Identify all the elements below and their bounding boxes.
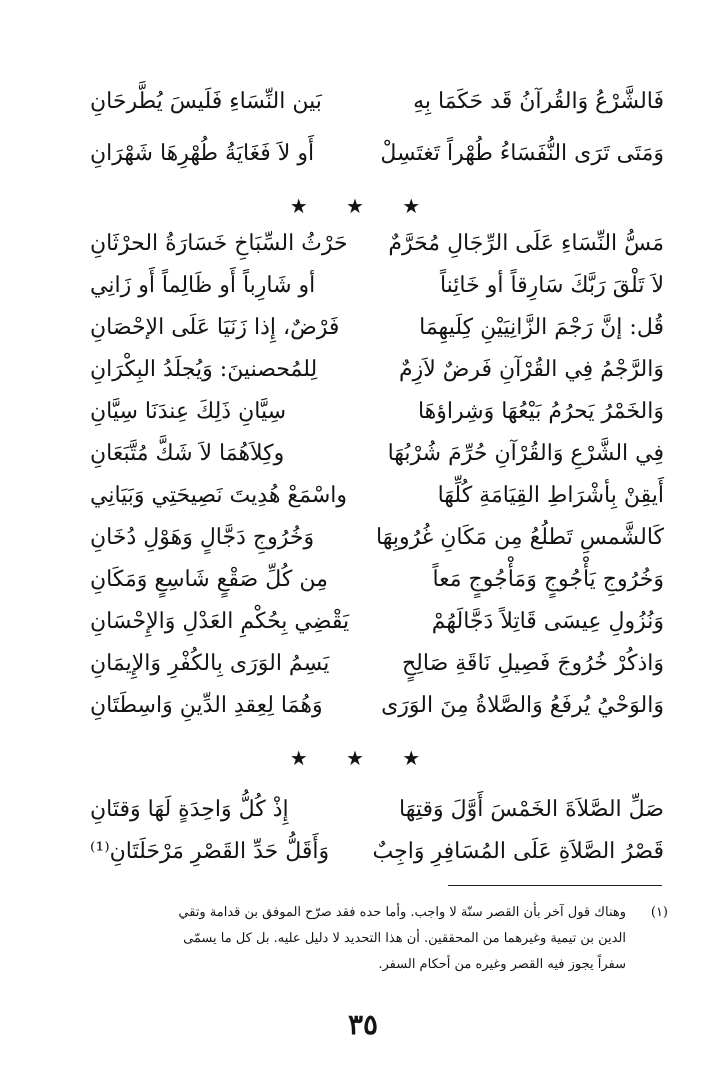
hemistich-text: بَين النِّسَاءِ فَلَيسَ يُطَّرحَانِ: [90, 89, 322, 114]
verse-first-hemistich: قَصْرُ الصَّلاَةِ عَلَى المُسَافِرِ وَاجِبٌ: [372, 839, 664, 864]
verse-second-hemistich: [90, 392, 350, 432]
verse-12: [90, 602, 664, 642]
hemistich-text: أَو لاَ فَغَايَةُ طُهْرِهَا شَهْرَانِ: [90, 141, 315, 166]
verse-first-hemistich: فِي الشَّرْعِ وَالقُرْآنِ حُرِّمَ شُرْبُهَا: [387, 441, 664, 466]
footnote-marker: (١): [650, 905, 668, 920]
verse-14: [90, 686, 664, 726]
hemistich-text: مِن كُلِّ صَقْعٍ شَاسِعٍ وَمَكَانِ: [90, 567, 328, 592]
hemistich-text: سِيَّانِ ذَلِكَ عِندَنَا سِيَّانِ: [90, 399, 287, 424]
verse-second-hemistich: [90, 686, 350, 726]
footnote-text: وهناك قول آخر بأن القصر سنّة لا واجب. وأما حده فقد صرّح الموفق بن قدامة وتقي الدين بن تيمية وغيرهما من المحققين. أن هذا التحديد لا دليل عليه. بل كل ما يسمّى سفراً يجوز فيه القصر وغيره من أحكام السفر.: [178, 905, 626, 972]
verse-second-hemistich: [90, 434, 350, 474]
verse-first-hemistich: وَنُزُولِ عِيسَى قَاتِلاً دَجَّالَهُمْ: [431, 609, 664, 634]
verse-10: [90, 518, 664, 558]
verse-first-hemistich: قُل: إنَّ رَجْمَ الزَّانِيَيْنِ كِلَيهِمَا: [419, 315, 664, 340]
verse-3: [90, 224, 664, 264]
verse-first-hemistich: وَالخَمْرُ يَحرُمُ بَيْعُهَا وَشِراؤهَا: [417, 399, 664, 424]
verse-2: [90, 134, 664, 174]
footnote: [82, 900, 668, 978]
hemistich-text: وكِلاَهُمَا لاَ شَكَّ مُتَّبَعَانِ: [90, 441, 285, 466]
verse-second-hemistich: [90, 602, 350, 642]
verse-second-hemistich: [90, 790, 350, 830]
verse-second-hemistich: [90, 476, 350, 516]
verse-first-hemistich: وَاذكُرْ خُرُوجَ فَصِيلِ نَاقَةِ صَالِحٍ: [401, 651, 664, 676]
verse-11: [90, 560, 664, 600]
hemistich-text: وَأَقَلُّ حَدِّ القَصْرِ مَرْحَلَتَانِ⁽¹⁾: [90, 839, 330, 864]
verse-second-hemistich: [90, 82, 350, 122]
verse-15: [90, 790, 664, 830]
hemistich-text: فَرْضٌ، إِذا زَنَيَا عَلَى الإحْصَانِ: [90, 315, 340, 340]
verse-second-hemistich: [90, 518, 350, 558]
verse-4: [90, 266, 664, 306]
verse-first-hemistich: كَالشَّمسِ تَطلُعُ مِن مَكَانِ غُرُوبِهَا: [376, 525, 664, 550]
verse-13: [90, 644, 664, 684]
verse-first-hemistich: وَالوَحْيُ يُرفَعُ وَالصَّلاةُ مِنَ الوَرَى: [381, 693, 664, 718]
hemistich-text: أو شَارِباً أَو ظَالِماً أَو زَانِي: [90, 273, 316, 298]
verse-first-hemistich: مَسُّ النِّسَاءِ عَلَى الرِّجَالِ مُحَرَّمٌ: [388, 231, 664, 256]
verse-second-hemistich: [90, 832, 350, 872]
verse-second-hemistich: [90, 134, 350, 174]
hemistich-text: وَهُمَا لِعِقدِ الدِّينِ وَاسِطَتَانِ: [90, 693, 323, 718]
verse-first-hemistich: وَخُرُوجِ يَأْجُوجٍ وَمَأْجُوجٍ مَعاً: [432, 567, 664, 592]
footnote-separator: [448, 885, 662, 886]
verse-second-hemistich: [90, 308, 350, 348]
verse-1: [90, 82, 664, 122]
verse-first-hemistich: فَالشَّرْعُ وَالقُرآنُ قَد حَكَمَا بِهِ: [413, 89, 664, 114]
hemistich-text: حَرْثُ السِّبَاخِ خَسَارَةُ الحرْثَانِ: [90, 231, 348, 256]
verse-16: [90, 832, 664, 872]
hemistich-text: يَسِمُ الوَرَى بِالكُفْرِ وَالإِيمَانِ: [90, 651, 330, 676]
section-divider-stars: ★ ★ ★: [289, 194, 437, 218]
verse-first-hemistich: لاَ تَلْقَ رَبَّكَ سَارِقاً أو خَائِناً: [439, 273, 664, 298]
hemistich-text: وَخُرُوجِ دَجَّالٍ وَهَوْلِ دُخَانِ: [90, 525, 315, 550]
hemistich-text: لِلمُحصنينَ: وَيُجلَدُ البِكْرَانِ: [90, 357, 318, 382]
verse-8: [90, 434, 664, 474]
verse-first-hemistich: وَمَتَى تَرَى النُّفَسَاءُ طُهْراً تَغتَسِلْ: [380, 141, 664, 166]
verse-7: [90, 392, 664, 432]
verse-second-hemistich: [90, 560, 350, 600]
verse-second-hemistich: [90, 224, 350, 264]
verse-first-hemistich: صَلِّ الصَّلاَةَ الخَمْسَ أَوَّلَ وَقتِهَا: [399, 797, 664, 822]
verse-second-hemistich: [90, 350, 350, 390]
verse-second-hemistich: [90, 644, 350, 684]
section-divider-stars: ★ ★ ★: [289, 746, 437, 770]
verse-6: [90, 350, 664, 390]
verse-first-hemistich: أَيقِنْ بِأشْرَاطِ القِيَامَةِ كُلِّهَا: [437, 483, 664, 508]
hemistich-text: واسْمَعْ هُدِيتَ نَصِيحَتِي وَبَيَانِي: [90, 483, 348, 508]
hemistich-text: يَقْضِي بِحُكْمِ العَدْلِ وَالإِحْسَانِ: [90, 609, 350, 634]
verse-5: [90, 308, 664, 348]
verse-first-hemistich: وَالرَّجْمُ فِي القُرْآنِ فَرضٌ لاَزِمٌ: [398, 357, 664, 382]
verse-second-hemistich: [90, 266, 350, 306]
verse-9: [90, 476, 664, 516]
page-number: ٣٥: [347, 1008, 379, 1041]
hemistich-text: إِذْ كُلُّ وَاحِدَةٍ لَهَا وَقتَانِ: [90, 797, 289, 822]
